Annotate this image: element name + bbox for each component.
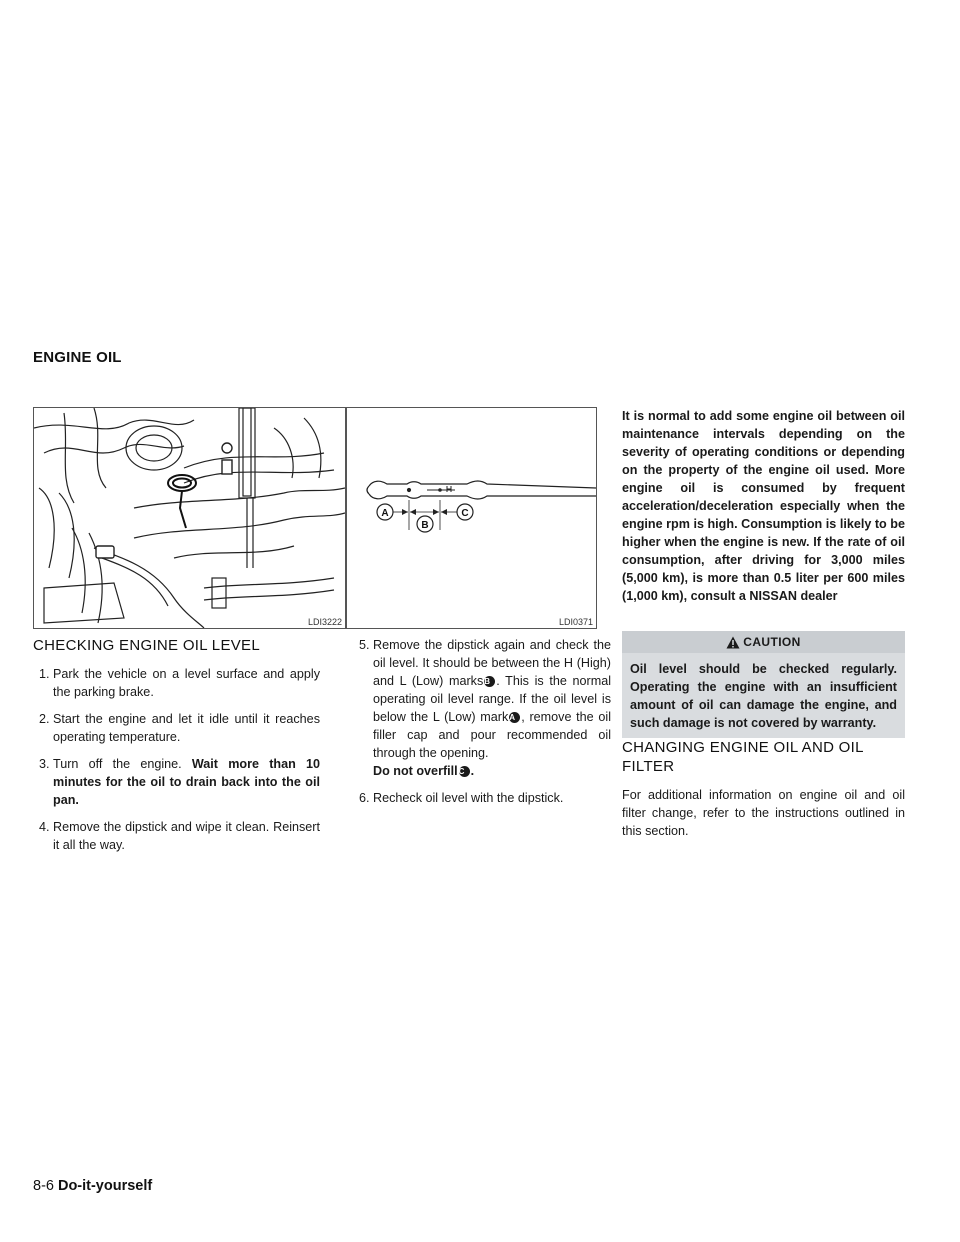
notes-column bbox=[622, 407, 905, 840]
steps-continued-column bbox=[359, 636, 611, 816]
dipstick-figure bbox=[346, 407, 597, 629]
page-number: 8-6 bbox=[33, 1178, 54, 1194]
figure-code: LDI3222 bbox=[307, 617, 342, 627]
mark-a-icon: A bbox=[509, 712, 520, 723]
caution-box bbox=[622, 631, 905, 738]
checking-column bbox=[33, 636, 320, 863]
step-1: 1. Park the vehicle on a level surface and apply the parking brake. bbox=[39, 667, 320, 699]
page-footer bbox=[33, 1178, 152, 1194]
steps-list-continued bbox=[359, 636, 611, 807]
engine-bay-figure bbox=[33, 407, 346, 629]
engine-bay-illustration bbox=[34, 408, 345, 628]
section-title: ENGINE OIL bbox=[33, 349, 122, 366]
label-a: A bbox=[381, 508, 389, 519]
step-3: 3. Turn off the engine. Wait more than 10 minutes for the oil to drain back into the oil pan. bbox=[39, 757, 321, 807]
steps-list bbox=[33, 665, 320, 854]
step-5: 5. Remove the dipstick again and check the oil level. It should be between the H (High) and L (Low) marksB . This is the normal operating oil level range. If the oil level is below the L (Low) markA , remove the oil filler cap and pour recommended oil through the opening. Do not overfillC . bbox=[359, 638, 612, 778]
mark-b-icon: B bbox=[484, 676, 495, 687]
footer-section: Do-it-yourself bbox=[57, 1178, 153, 1194]
caution-text: Oil level should be checked regularly. Operating the engine with an insufficient amount of oil can damage the engine, and such damage is not covered by warranty. bbox=[630, 662, 897, 730]
oil-consumption-note: It is normal to add some engine oil between oil maintenance intervals depending on the severity of operating conditions or depending on the property of the engine oil used. More engine oil is consumed by frequent acceleration/deceleration especially when the engine rpm is high. Consumption is likely to be higher when the engine is new. If the rate of oil consumption, after driving for 3,000 miles (5,000 km), is more than 0.5 liter per 600 miles (1,000 km), consult a NISSAN dealer bbox=[622, 409, 905, 603]
step-2: 2. Start the engine and let it idle until it reaches operating temperature. bbox=[39, 712, 320, 744]
warning-icon bbox=[726, 636, 740, 649]
label-c: C bbox=[461, 508, 469, 519]
changing-text: For additional information on engine oil and oil filter change, refer to the instructions outlined in this section. bbox=[622, 788, 905, 838]
changing-title: CHANGING ENGINE OIL AND OIL FILTER bbox=[622, 739, 864, 775]
label-b: B bbox=[421, 520, 429, 531]
figure-code: LDI0371 bbox=[558, 617, 593, 627]
mark-c-icon: C bbox=[459, 766, 470, 777]
step-4: 4. Remove the dipstick and wipe it clean. Reinsert it all the way. bbox=[39, 820, 320, 852]
caution-label: CAUTION bbox=[743, 635, 801, 649]
checking-title: CHECKING ENGINE OIL LEVEL bbox=[33, 637, 261, 654]
dipstick-illustration bbox=[347, 408, 596, 628]
step-6: 6. Recheck oil level with the dipstick. bbox=[359, 791, 564, 805]
caution-header bbox=[622, 631, 905, 653]
